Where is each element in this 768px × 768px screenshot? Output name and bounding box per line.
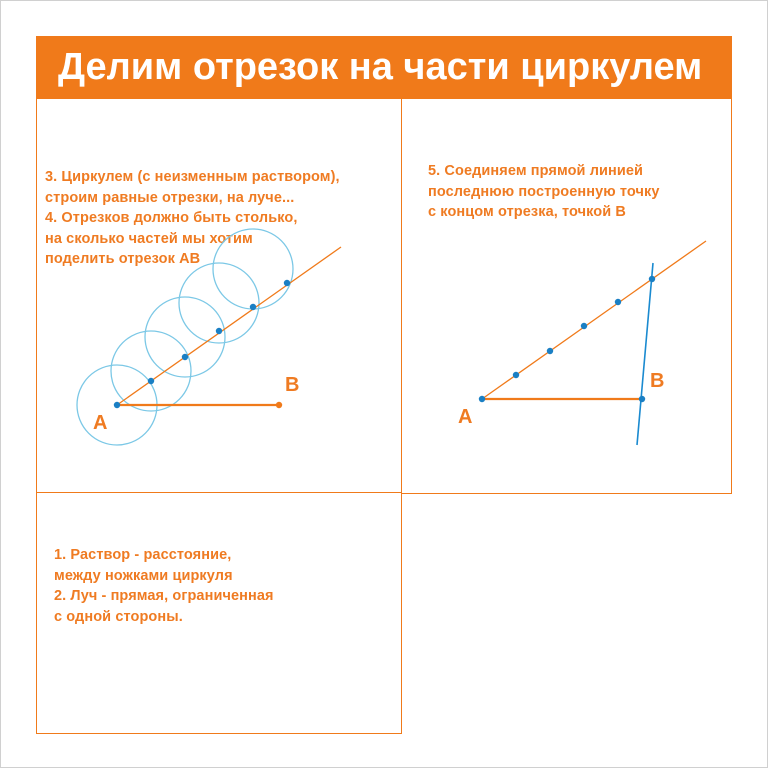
panel2-line: 5. Соединяем прямой линией <box>428 163 644 179</box>
page-title: Делим отрезок на части циркулем <box>36 36 732 98</box>
panel1-line: строим равные отрезки, на луче... <box>45 189 295 206</box>
panel-definitions <box>36 492 402 734</box>
ray-point <box>513 372 519 378</box>
point-b <box>276 402 282 408</box>
panel3-line: 1. Раствор - расстояние, <box>54 547 232 563</box>
panel2-line: последнюю построенную точку <box>428 183 660 200</box>
connect-construction-diagram <box>402 99 733 495</box>
ray-point <box>250 304 256 310</box>
ray-point <box>547 348 553 354</box>
panel1-line: на сколько частей мы хотим <box>45 230 253 247</box>
label-a: A <box>458 406 473 428</box>
panel2-line: с концом отрезка, точкой B <box>428 204 626 220</box>
compass-construction-diagram <box>37 99 403 495</box>
panel1-line: 3. Циркулем (с неизменным раствором), <box>45 169 340 185</box>
panel3-line: 2. Луч - прямая, ограниченная <box>54 588 274 604</box>
ray-point <box>479 396 485 402</box>
ray-point <box>182 354 188 360</box>
ray-point <box>581 323 587 329</box>
panel3-text <box>54 545 274 627</box>
panel1-line: поделить отрезок AB <box>45 251 201 267</box>
compass-circle <box>213 229 293 309</box>
ray-point <box>148 378 154 384</box>
ray-point <box>114 402 120 408</box>
ray-point <box>216 328 222 334</box>
label-a: A <box>93 412 108 434</box>
compass-circle <box>111 331 191 411</box>
ray-point <box>649 276 655 282</box>
label-b: B <box>285 374 300 396</box>
ray-point <box>615 299 621 305</box>
label-b: B <box>650 370 665 392</box>
ray-point <box>284 280 290 286</box>
panel3-line: с одной стороны. <box>54 608 183 625</box>
panel3-line: между ножками циркуля <box>54 567 233 584</box>
panel1-line: 4. Отрезков должно быть столько, <box>45 210 298 226</box>
connecting-line <box>637 263 653 445</box>
point-b <box>639 396 645 402</box>
panel-step-compass <box>36 98 402 494</box>
panel-step-connect <box>401 98 732 494</box>
